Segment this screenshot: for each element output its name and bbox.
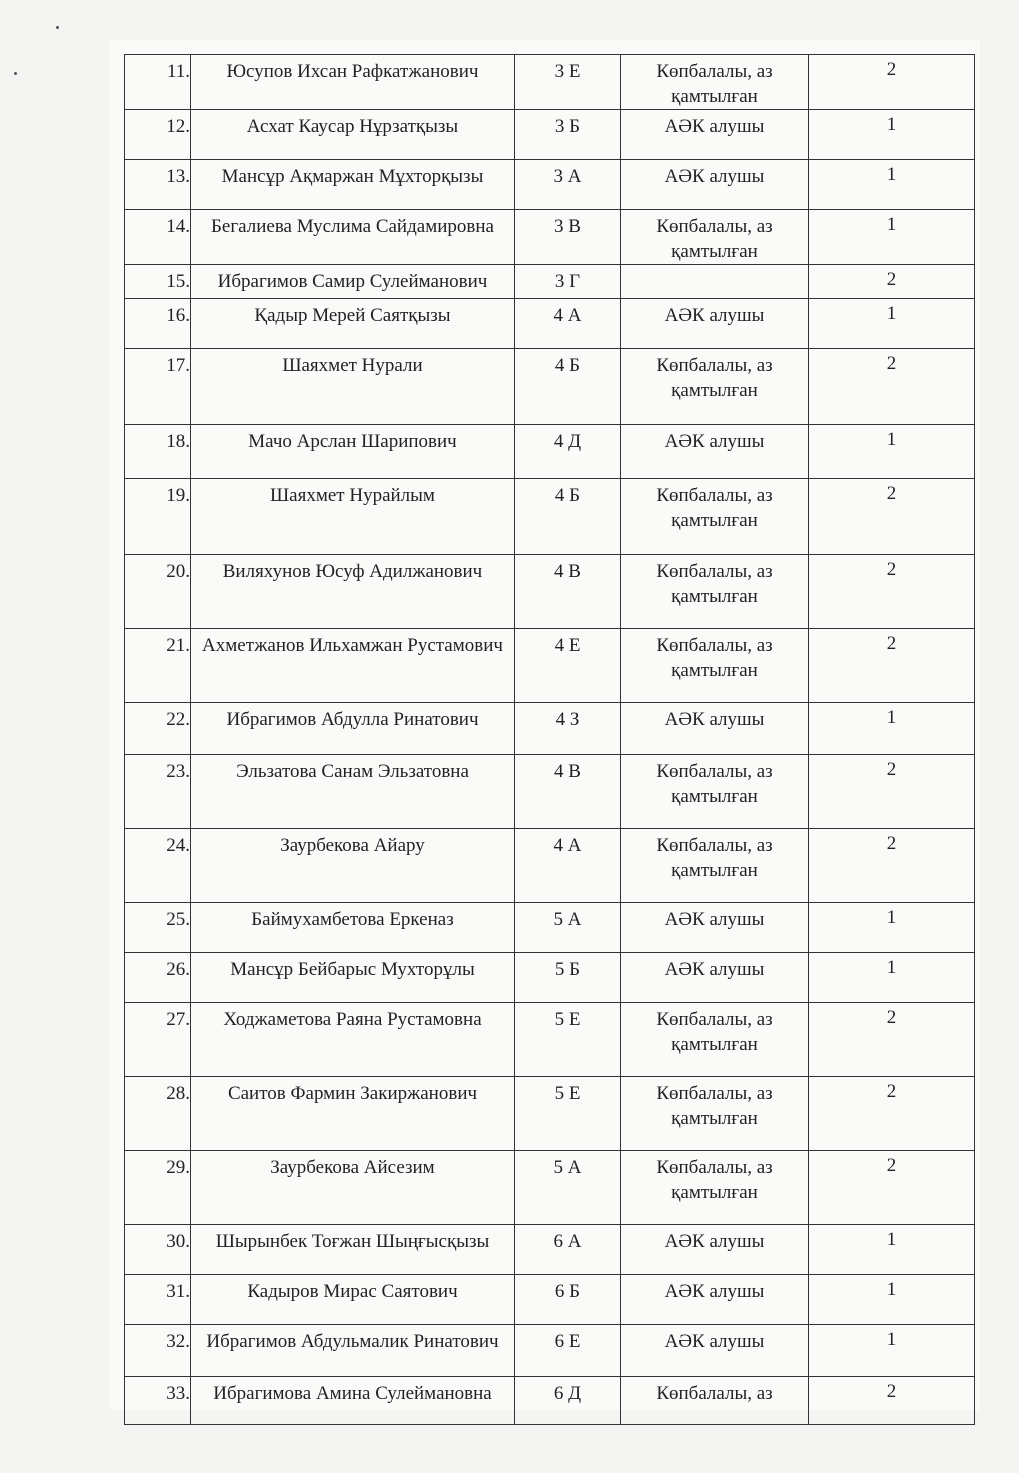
table-row (125, 555, 975, 629)
count-value: 2 (809, 1077, 975, 1151)
table-row (125, 755, 975, 829)
table-row (125, 425, 975, 479)
class-grade: 3 А (515, 160, 621, 210)
count-value: 1 (809, 1275, 975, 1325)
row-number: 14. (125, 210, 191, 265)
class-grade: 5 Е (515, 1003, 621, 1077)
count-value: 2 (809, 829, 975, 903)
class-grade: 4 Б (515, 349, 621, 425)
row-number: 17. (125, 349, 191, 425)
category-label: АӘК алушы (621, 953, 809, 1003)
class-grade: 6 Е (515, 1325, 621, 1377)
class-grade: 6 Б (515, 1275, 621, 1325)
class-grade: 4 В (515, 755, 621, 829)
row-number: 26. (125, 953, 191, 1003)
count-value: 2 (809, 55, 975, 110)
category-label (621, 265, 809, 299)
row-number: 19. (125, 479, 191, 555)
student-name: Виляхунов Юсуф Адилжанович (191, 555, 515, 629)
table-row (125, 349, 975, 425)
student-name: Саитов Фармин Закиржанович (191, 1077, 515, 1151)
class-grade: 3 Е (515, 55, 621, 110)
category-label: Көпбалалы, аз қамтылған (621, 1151, 809, 1225)
student-name: Ходжаметова Раяна Рустамовна (191, 1003, 515, 1077)
row-number: 24. (125, 829, 191, 903)
table-row (125, 1377, 975, 1425)
row-number: 20. (125, 555, 191, 629)
class-grade: 6 Д (515, 1377, 621, 1425)
row-number: 18. (125, 425, 191, 479)
count-value: 1 (809, 425, 975, 479)
count-value: 2 (809, 479, 975, 555)
count-value: 1 (809, 1225, 975, 1275)
table-row (125, 1325, 975, 1377)
table-row (125, 903, 975, 953)
table-row (125, 1003, 975, 1077)
count-value: 2 (809, 629, 975, 703)
table-row (125, 210, 975, 265)
class-grade: 4 Д (515, 425, 621, 479)
count-value: 2 (809, 265, 975, 299)
class-grade: 5 Б (515, 953, 621, 1003)
category-label: Көпбалалы, аз қамтылған (621, 555, 809, 629)
table-body (125, 55, 975, 1425)
count-value: 1 (809, 160, 975, 210)
row-number: 33. (125, 1377, 191, 1425)
category-label: АӘК алушы (621, 1225, 809, 1275)
student-name: Бегалиева Муслима Сайдамировна (191, 210, 515, 265)
category-label: АӘК алушы (621, 160, 809, 210)
student-name: Ибрагимов Абдулла Ринатович (191, 703, 515, 755)
class-grade: 3 Г (515, 265, 621, 299)
category-label: Көпбалалы, аз қамтылған (621, 829, 809, 903)
student-name: Кадыров Мирас Саятович (191, 1275, 515, 1325)
category-label: Көпбалалы, аз қамтылған (621, 479, 809, 555)
class-grade: 4 В (515, 555, 621, 629)
row-number: 31. (125, 1275, 191, 1325)
category-label: Көпбалалы, аз (621, 1377, 809, 1425)
table-row (125, 265, 975, 299)
row-number: 13. (125, 160, 191, 210)
student-name: Ахметжанов Ильхамжан Рустамович (191, 629, 515, 703)
row-number: 27. (125, 1003, 191, 1077)
category-label: Көпбалалы, аз қамтылған (621, 1003, 809, 1077)
student-name: Мачо Арслан Шарипович (191, 425, 515, 479)
row-number: 29. (125, 1151, 191, 1225)
table-row (125, 479, 975, 555)
class-grade: 4 З (515, 703, 621, 755)
count-value: 2 (809, 555, 975, 629)
table-row (125, 55, 975, 110)
class-grade: 4 Б (515, 479, 621, 555)
class-grade: 5 А (515, 903, 621, 953)
class-grade: 4 А (515, 829, 621, 903)
row-number: 15. (125, 265, 191, 299)
count-value: 1 (809, 299, 975, 349)
table-row (125, 1151, 975, 1225)
category-label: АӘК алушы (621, 299, 809, 349)
count-value: 1 (809, 110, 975, 160)
class-grade: 3 В (515, 210, 621, 265)
student-name: Шаяхмет Нурали (191, 349, 515, 425)
class-grade: 5 Е (515, 1077, 621, 1151)
table-row (125, 703, 975, 755)
category-label: Көпбалалы, аз қамтылған (621, 210, 809, 265)
category-label: Көпбалалы, аз қамтылған (621, 755, 809, 829)
row-number: 28. (125, 1077, 191, 1151)
student-name: Шаяхмет Нурайлым (191, 479, 515, 555)
category-label: АӘК алушы (621, 703, 809, 755)
student-name: Мансұр Бейбарыс Мухторұлы (191, 953, 515, 1003)
row-number: 21. (125, 629, 191, 703)
student-name: Заурбекова Айару (191, 829, 515, 903)
count-value: 2 (809, 755, 975, 829)
beneficiaries-table (124, 54, 975, 1425)
row-number: 22. (125, 703, 191, 755)
category-label: Көпбалалы, аз қамтылған (621, 1077, 809, 1151)
table-row (125, 953, 975, 1003)
count-value: 1 (809, 703, 975, 755)
category-label: Көпбалалы, аз қамтылған (621, 349, 809, 425)
count-value: 1 (809, 1325, 975, 1377)
table-row (125, 160, 975, 210)
class-grade: 3 Б (515, 110, 621, 160)
table-row (125, 1275, 975, 1325)
category-label: АӘК алушы (621, 903, 809, 953)
student-name: Заурбекова Айсезим (191, 1151, 515, 1225)
student-name: Мансұр Ақмаржан Мұхторқызы (191, 160, 515, 210)
row-number: 23. (125, 755, 191, 829)
class-grade: 4 Е (515, 629, 621, 703)
category-label: АӘК алушы (621, 425, 809, 479)
student-name: Асхат Каусар Нұрзатқызы (191, 110, 515, 160)
speck-mark (14, 72, 17, 75)
student-name: Шырынбек Тоғжан Шыңғысқызы (191, 1225, 515, 1275)
row-number: 16. (125, 299, 191, 349)
table-row (125, 1077, 975, 1151)
table-row (125, 629, 975, 703)
table-row (125, 299, 975, 349)
table-row (125, 110, 975, 160)
student-name: Қадыр Мерей Саятқызы (191, 299, 515, 349)
row-number: 12. (125, 110, 191, 160)
speck-mark (56, 26, 59, 29)
count-value: 1 (809, 953, 975, 1003)
count-value: 1 (809, 210, 975, 265)
category-label: АӘК алушы (621, 1325, 809, 1377)
category-label: Көпбалалы, аз қамтылған (621, 629, 809, 703)
student-name: Юсупов Ихсан Рафкатжанович (191, 55, 515, 110)
count-value: 2 (809, 349, 975, 425)
row-number: 11. (125, 55, 191, 110)
row-number: 25. (125, 903, 191, 953)
category-label: Көпбалалы, аз қамтылған (621, 55, 809, 110)
class-grade: 6 А (515, 1225, 621, 1275)
category-label: АӘК алушы (621, 110, 809, 160)
student-name: Ибрагимов Абдульмалик Ринатович (191, 1325, 515, 1377)
table-row (125, 829, 975, 903)
category-label: АӘК алушы (621, 1275, 809, 1325)
class-grade: 4 А (515, 299, 621, 349)
student-name: Ибрагимова Амина Сулеймановна (191, 1377, 515, 1425)
count-value: 2 (809, 1003, 975, 1077)
count-value: 1 (809, 903, 975, 953)
count-value: 2 (809, 1377, 975, 1425)
row-number: 32. (125, 1325, 191, 1377)
student-name: Ибрагимов Самир Сулейманович (191, 265, 515, 299)
class-grade: 5 А (515, 1151, 621, 1225)
student-name: Баймухамбетова Еркеназ (191, 903, 515, 953)
count-value: 2 (809, 1151, 975, 1225)
row-number: 30. (125, 1225, 191, 1275)
table-row (125, 1225, 975, 1275)
student-name: Эльзатова Санам Эльзатовна (191, 755, 515, 829)
